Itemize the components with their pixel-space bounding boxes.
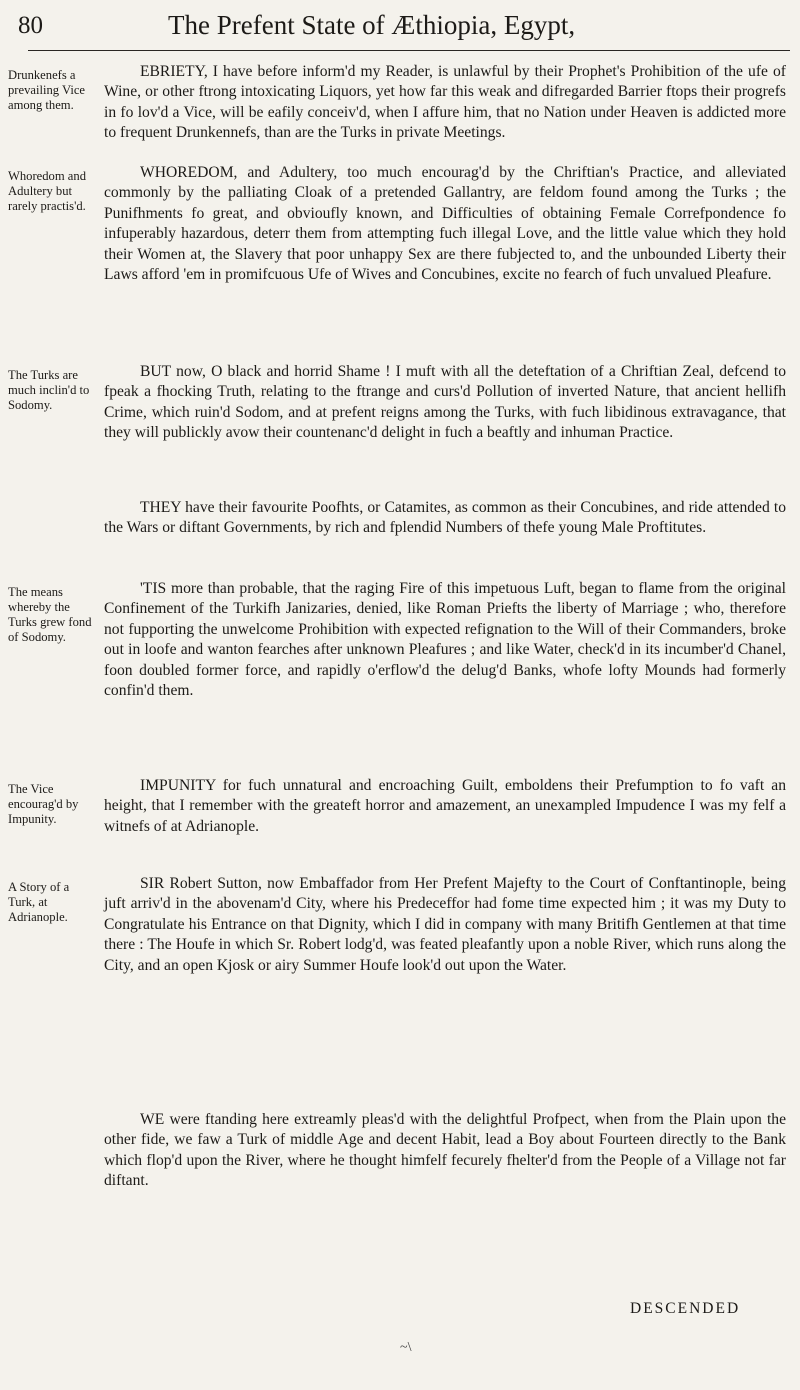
page-number: 80 — [18, 12, 43, 39]
header-rule — [28, 50, 790, 51]
paragraph: BUT now, O black and horrid Shame ! I muft with all the deteftation of a Chriftian Zeal, defcend to fpeak a fhocking Truth, relating to the ftrange and curs'd Pollution of inverted Nature, that ancient hellifh Crime, which ruin'd Sodom, and at prefent reigns among the Turks, with fuch libidinous extravagance, that they will publickly avow their countenanc'd delight in fuch a beaftly and inhuman Practice. — [104, 363, 786, 442]
paragraph: 'TIS more than probable, that the raging Fire of this impetuous Luft, began to flame from the original Confinement of the Turkifh Janizaries, denied, like Roman Priefts the liberty of Marriage ; who, therefore not fupporting the unwelcome Prohibition with expected refignation to the Will of their Commanders, broke out in loofe and wanton fearches after unknown Pleafures ; and like Water, check'd in its incumber'd Chanel, foon doubled former force, and rapidly o'erflow'd the delug'd Banks, whofe lofty Mounds had formerly confin'd them. — [104, 580, 786, 700]
margin-note: The means whereby the Turks grew fond of Sodomy. — [8, 585, 92, 644]
margin-note: Drunkenefs a prevailing Vice among them. — [8, 68, 85, 112]
paragraph: WE were ftanding here extreamly pleas'd with the delightful Profpect, when from the Plain upon the other fide, we faw a Turk of middle Age and decent Habit, lead a Boy about Fourteen directly to the Bank which flop'd upon the River, where he thought himfelf fecurely fhelter'd from the People of a Village not far diftant. — [104, 1111, 786, 1190]
page-header — [18, 6, 788, 50]
margin-note: Whoredom and Adultery but rarely practis'd. — [8, 169, 86, 213]
margin-note: A Story of a Turk, at Adrianople. — [8, 880, 70, 924]
paragraph: IMPUNITY for fuch unnatural and encroaching Guilt, emboldens their Prefumption to fo vaft an height, that I remember with the greateft horror and amazement, an unexampled Impudence I was my felf a witnefs of at Adrianople. — [104, 777, 786, 835]
paragraph: WHOREDOM, and Adultery, too much encourag'd by the Chriftian's Practice, and alleviated commonly by the palliating Cloak of a pretended Gallantry, are feldom found among the Turks ; the Punifhments fo great, and obvioufly known, and Difficulties of obtaining Female Correfpondence fo infuperably hazardous, deterr them from attempting fuch illegal Love, and the little value which they hold their Women at, the Slavery that poor unhappy Sex are there fubjected to, and the unbounded Liberty their Laws afford 'em in promifcuous Ufe of Wives and Concubines, excite no fearch of fuch unvalued Pleafure. — [104, 164, 786, 284]
paragraph: EBRIETY, I have before inform'd my Reader, is unlawful by their Prophet's Prohibition of the ufe of Wine, or other ftrong intoxicating Liquors, yet how far this weak and difregarded Barrier ftops their progrefs in fo lov'd a Vice, will be eafily conceiv'd, when I affure him, that no Nation under Heaven is addicted more to frequent Drunkennefs, than are the Turks in private Meetings. — [104, 63, 786, 142]
ink-mark: ~\ — [400, 1340, 412, 1355]
paragraph: SIR Robert Sutton, now Embaffador from Her Prefent Majefty to the Court of Conftantinople, being juft arriv'd in the abovenam'd City, where his Predeceffor had fome time expected him ; it was my Duty to Congratulate his Entrance on that Dignity, which I did in company with many Britifh Gentlemen at that time there : The Houfe in which Sr. Robert lodg'd, was feated pleafantly upon a noble River, which runs along the City, and an open Kjosk or airy Summer Houfe look'd out upon the Water. — [104, 875, 786, 974]
margin-note: The Turks are much inclin'd to Sodomy. — [8, 368, 90, 412]
running-title: The Prefent State of Æthiopia, Egypt, — [168, 10, 576, 40]
margin-note: The Vice encourag'd by Impunity. — [8, 782, 79, 826]
catchword: DESCENDED — [630, 1300, 741, 1317]
paragraph: THEY have their favourite Poofhts, or Catamites, as common as their Concubines, and ride attended to the Wars or diftant Governments, by rich and fplendid Numbers of thefe young Male Proftitutes. — [104, 499, 786, 537]
